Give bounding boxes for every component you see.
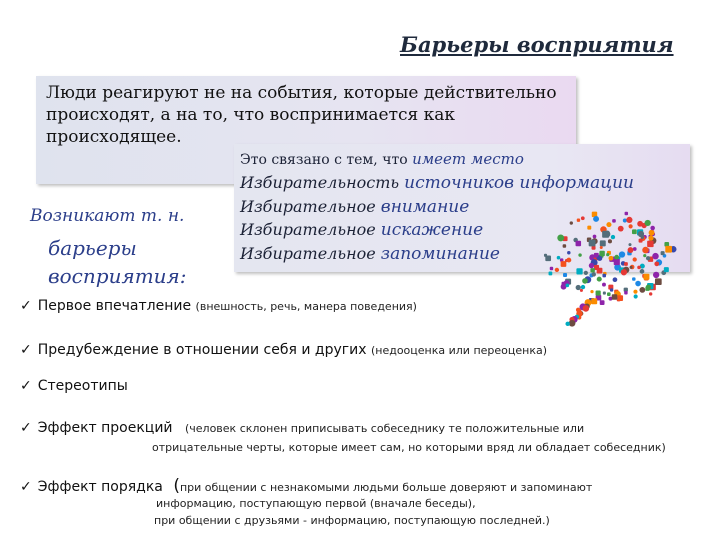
bullet-item-3 [20,378,128,394]
side-caption-line3: восприятия: [48,264,187,288]
info-line-4 [240,220,483,240]
bubble-icon-dot [621,269,627,275]
bubble-icon-dot [581,216,585,220]
info-line-2 [240,173,634,193]
bubble-icon-dot [590,268,594,272]
bubble-icon-dot [587,226,591,230]
bullet-label: Стереотипы [37,378,128,394]
bubble-icon-dot [614,259,620,265]
speech-bubble-icons-image [536,206,686,328]
bubble-icon-dot [581,285,585,289]
bubble-icon-dot [607,292,611,296]
bubble-icon-dot [596,290,601,295]
bubble-icon-dot [563,273,567,277]
bubble-icon-dot [664,242,669,247]
bubble-icon-dot [591,298,597,304]
bubble-icon-dot [611,235,615,239]
bubble-icon-dot [619,251,625,257]
bubble-tail-dot [583,305,590,312]
info-line-4-prefix: Избирательное [240,220,381,239]
bubble-icon-dot [665,246,672,253]
side-caption-line1: Возникают т. н. [30,206,185,226]
info-line-2-prefix: Избирательность [240,173,405,192]
bubble-icon-dot [602,231,609,238]
bubble-icon-dot [555,268,559,272]
info-line-3-prefix: Избирательное [240,197,381,216]
bubble-icon-dot [625,212,628,215]
bubble-icon-dot [612,219,616,223]
bubble-icon-dot [550,267,553,270]
info-line-1 [240,150,524,168]
bubble-icon-dot [645,220,651,226]
bubble-icon-dot [637,266,641,270]
bubble-icon-dot [613,277,618,282]
bullet-note: при общении с незнакомыми людьми больше доверяют и запоминают [179,481,593,494]
bubble-icon-dot [624,262,628,266]
bubble-icon-dot [626,217,632,223]
bubble-icon-dot [637,221,643,227]
bubble-icon-dot [576,268,582,274]
info-line-4-emphasis: искажение [380,220,484,240]
checkmark-icon: ✓ [20,298,32,314]
bubble-icon-dot [610,288,613,291]
bubble-icon-dot [590,290,593,293]
bullet-label: Первое впечатление [37,298,192,314]
bullet-item-1 [20,298,417,314]
bubble-icon-dot [642,247,649,254]
bubble-icon-dot [557,256,561,260]
bubble-icon-dot [589,263,594,268]
info-line-1-emphasis: имеет место [412,150,524,168]
bubble-icon-dot [557,234,564,241]
bubble-icon-dot [597,256,602,261]
bubble-icon-dot [544,254,547,257]
info-line-3-emphasis: внимание [380,197,470,217]
bubble-icon-dot [602,283,606,287]
bubble-icon-dot [580,289,583,292]
bubble-icon-dot [584,271,588,275]
bubble-icon-dot [606,222,611,227]
bubble-icon-dot [589,240,596,247]
bubble-icon-dot [632,277,635,280]
bubble-icon-dot [599,251,604,256]
bubble-icon-dot [633,257,637,261]
bubble-icon-dot [576,241,582,247]
bubble-icon-dot [606,253,609,256]
bubble-icon-dot [608,239,612,243]
bullet-label: Эффект проекций [37,420,173,436]
bubble-icon-dot [624,291,627,294]
bubble-icon-dot [593,235,597,239]
bubble-icon-dot [638,231,644,237]
bubble-icon-dot [563,244,566,247]
bubble-icon-dot [653,272,659,278]
bubble-icon-dot [617,295,623,301]
bubble-icon-dot [648,236,653,241]
bubble-icon-dot [577,218,580,221]
bubble-icon-dot [623,218,627,222]
bubble-icon-dot [628,247,634,253]
bubble-icon-dot [632,229,637,234]
bubble-icon-dot [600,300,605,305]
bullet-note: (внешность, речь, манера поведения) [195,300,417,313]
bubble-icon-dot [630,266,633,269]
bubble-icon-dot [661,251,665,255]
bullet-label: Предубеждение в отношении себя и других [37,342,367,358]
bullet-note-continuation: информацию, поступающую первой (вначале беседы), [156,497,476,510]
bullet-item-4 [20,420,584,436]
bubble-icon-dot [549,272,553,276]
bubble-icon-dot [578,253,581,256]
side-caption-heading [48,234,187,290]
bubble-icon-dot [609,256,614,261]
bubble-icon-dot [629,224,633,228]
info-line-5-emphasis: запоминание [380,244,500,264]
bubble-icon-dot [618,226,624,232]
bubble-icon-dot [639,287,645,293]
checkmark-icon: ✓ [20,378,32,394]
bullet-item-2 [20,342,547,358]
bubble-icon-dot [643,274,649,280]
bullet-paren: ( [173,476,180,496]
bubble-icon-dot [600,240,606,246]
bubble-icon-dot [639,239,643,243]
bubble-icon-dot [602,274,606,278]
bubble-icon-dot [603,292,606,295]
bubble-icon-dot [567,251,570,254]
bullet-note-continuation: при общении с друзьями - информацию, поступающую последней.) [154,514,550,527]
bubble-icon-dot [655,278,662,285]
bubble-icon-dot [635,281,641,287]
info-line-3 [240,197,469,217]
quote-text: Люди реагируют не на события, которые действительно происходят, а на то, что воспринимается как происходящее. [46,83,557,147]
bubble-icon-dot [582,278,588,284]
bubble-icon-dot [561,284,567,290]
info-line-2-emphasis: источников информации [404,173,634,193]
info-line-1-prefix: Это связано с тем, что [240,152,413,168]
bubble-icon-dot [650,226,655,231]
bubble-icon-dot [643,254,646,257]
bubble-tail-dot [565,322,569,326]
page-title: Барьеры восприятия [400,32,674,57]
bullet-note-continuation: отрицательные черты, которые имеет сам, но которыми вряд ли обладает собеседник) [152,441,666,454]
bubble-icon-dot [628,243,631,246]
bubble-icon-dot [640,269,645,274]
bullet-item-5 [20,476,592,496]
bubble-icon-dot [649,230,655,236]
side-caption-line2: барьеры [48,236,137,260]
bubble-icon-dot [652,253,658,259]
bubble-icon-dot [634,294,638,298]
bullet-note: (недооценка или переоценка) [370,344,548,357]
bubble-icon-dot [646,256,650,260]
bubble-icon-dot [649,292,652,295]
bubble-icon-dot [570,221,573,224]
bubble-icon-dot [633,290,637,294]
bubble-icon-dot [566,258,571,263]
bullet-label: Эффект порядка [37,479,163,495]
bubble-icon-dot [576,285,581,290]
bubble-icon-dot [612,294,618,300]
bubble-icon-dot [633,247,637,251]
info-line-5-prefix: Избирательное [240,244,381,263]
bubble-icon-dot [561,261,567,267]
bubble-icon-dot [645,286,649,290]
bubble-icon-cluster [544,212,677,327]
bubble-icon-dot [597,268,603,274]
bubble-icon-dot [614,255,619,260]
info-line-5 [240,244,500,264]
checkmark-icon: ✓ [20,479,32,495]
bubble-icon-dot [566,284,570,288]
bullet-note: (человек склонен приписывать собеседнику те положительные или [184,422,585,435]
bubble-icon-dot [654,261,659,266]
checkmark-icon: ✓ [20,342,32,358]
bubble-icon-dot [597,277,602,282]
checkmark-icon: ✓ [20,420,32,436]
bubble-icon-dot [664,267,669,272]
bubble-icon-dot [600,246,603,249]
bubble-icon-dot [593,216,599,222]
bubble-icon-dot [647,241,653,247]
bubble-icon-dot [592,272,596,276]
